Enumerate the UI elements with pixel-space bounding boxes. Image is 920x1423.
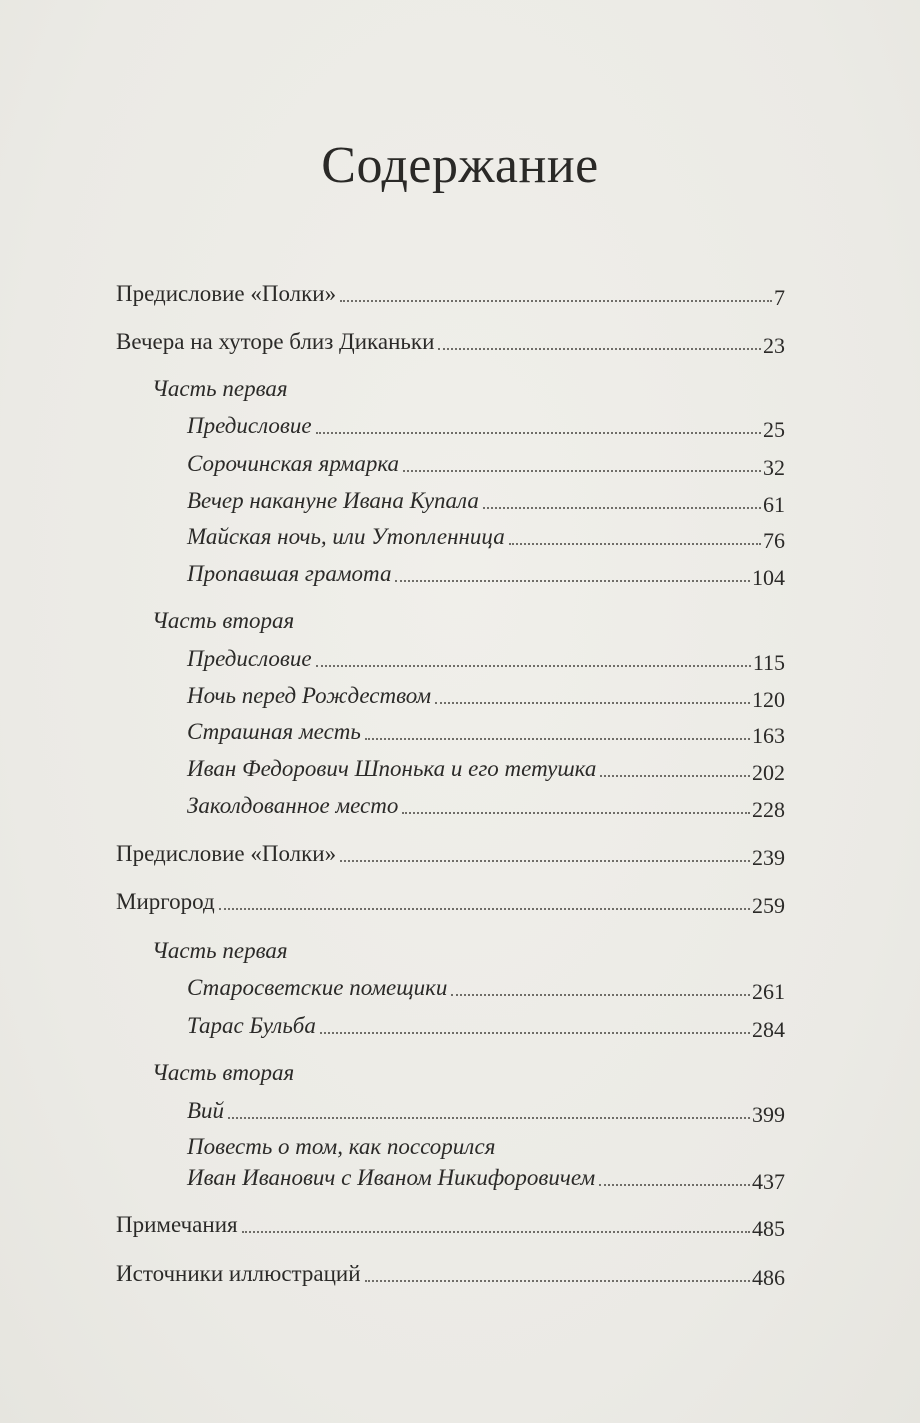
toc-entry-page: 7 bbox=[774, 285, 785, 310]
toc-entry-title: Пропавшая грамота bbox=[187, 561, 392, 586]
toc-entry[interactable] bbox=[116, 888, 785, 916]
toc-entry-title: Иван Федорович Шпонька и его тетушка bbox=[187, 756, 597, 781]
leader-dots bbox=[219, 908, 750, 910]
toc-entry-title: Заколдованное место bbox=[187, 793, 399, 818]
toc-entry-title: Сорочинская ярмарка bbox=[187, 451, 400, 476]
toc-entry-title: Источники иллюстраций bbox=[116, 1261, 361, 1286]
toc-entry-title-line1: Повесть о том, как поссорился bbox=[187, 1134, 496, 1159]
toc-entry-page: 25 bbox=[763, 417, 785, 442]
toc-entry-title: Иван Иванович с Иваном Никифоровичем bbox=[187, 1165, 596, 1190]
toc-entry-page: 486 bbox=[752, 1265, 785, 1290]
toc-entry-page: 284 bbox=[752, 1017, 785, 1042]
toc-entry-page: 485 bbox=[752, 1216, 785, 1241]
toc-entry-title: Ночь перед Рождеством bbox=[187, 683, 432, 708]
toc-entry-page: 61 bbox=[763, 492, 785, 517]
toc-entry[interactable] bbox=[116, 1211, 785, 1239]
toc-entry-title: Примечания bbox=[116, 1212, 238, 1237]
toc-part-heading: Часть вторая bbox=[152, 608, 295, 633]
leader-dots bbox=[340, 860, 750, 862]
leader-dots bbox=[600, 775, 750, 777]
toc-part-heading: Часть первая bbox=[152, 376, 288, 401]
toc-entry-page: 261 bbox=[752, 979, 785, 1004]
toc-entry[interactable] bbox=[187, 645, 785, 673]
leader-dots bbox=[402, 812, 750, 814]
toc-entry-title: Предисловие bbox=[187, 646, 312, 671]
toc-entry-page: 399 bbox=[752, 1102, 785, 1127]
toc-entry-page: 259 bbox=[752, 893, 785, 918]
toc-entry-title: Миргород bbox=[116, 889, 215, 914]
toc-entry[interactable] bbox=[116, 840, 785, 868]
page-title: Содержание bbox=[321, 137, 599, 194]
leader-dots bbox=[599, 1184, 750, 1186]
toc-entry-page: 163 bbox=[752, 723, 785, 748]
toc-entry[interactable] bbox=[187, 523, 785, 551]
toc-entry[interactable] bbox=[187, 450, 785, 478]
toc-entry-title: Тарас Бульба bbox=[187, 1013, 316, 1038]
leader-dots bbox=[316, 665, 751, 667]
leader-dots bbox=[320, 1032, 750, 1034]
toc-entry[interactable] bbox=[187, 792, 785, 820]
toc-entry-title: Майская ночь, или Утопленница bbox=[187, 524, 505, 549]
leader-dots bbox=[403, 470, 761, 472]
toc-entry-page: 115 bbox=[752, 650, 785, 675]
toc-entry-title: Предисловие bbox=[187, 413, 312, 438]
toc-entry[interactable] bbox=[187, 682, 785, 710]
toc-entry-title: Предисловие «Полки» bbox=[116, 841, 337, 866]
leader-dots bbox=[316, 432, 761, 434]
toc-entry-title: Старосветские помещики bbox=[187, 975, 448, 1000]
toc-entry-page: 228 bbox=[752, 797, 785, 822]
toc-entry-title: Страшная месть bbox=[187, 719, 361, 744]
toc-entry-page: 76 bbox=[763, 528, 785, 553]
toc-entry-title: Вий bbox=[187, 1098, 225, 1123]
toc-entry[interactable] bbox=[187, 560, 785, 588]
leader-dots bbox=[365, 1280, 750, 1282]
toc-entry-page: 120 bbox=[752, 687, 785, 712]
leader-dots bbox=[228, 1117, 750, 1119]
toc-part-heading: Часть первая bbox=[152, 938, 288, 963]
toc-entry[interactable] bbox=[187, 1012, 785, 1040]
toc-entry[interactable] bbox=[187, 974, 785, 1002]
toc-entry-title: Вечер накануне Ивана Купала bbox=[187, 488, 479, 513]
toc-entry-page: 239 bbox=[752, 845, 785, 870]
leader-dots bbox=[242, 1231, 750, 1233]
leader-dots bbox=[395, 580, 750, 582]
toc-entry-page: 104 bbox=[752, 565, 785, 590]
toc-entry[interactable] bbox=[187, 1164, 785, 1192]
toc-entry[interactable] bbox=[187, 487, 785, 515]
toc-entry-page: 437 bbox=[752, 1169, 785, 1194]
leader-dots bbox=[509, 543, 761, 545]
leader-dots bbox=[483, 507, 761, 509]
toc-entry[interactable] bbox=[187, 412, 785, 440]
toc-entry-page: 23 bbox=[763, 333, 785, 358]
leader-dots bbox=[340, 300, 772, 302]
toc-entry-title: Вечера на хуторе близ Диканьки bbox=[116, 329, 435, 354]
toc-entry[interactable] bbox=[187, 755, 785, 783]
leader-dots bbox=[438, 348, 761, 350]
toc-entry[interactable] bbox=[187, 718, 785, 746]
toc-entry-page: 202 bbox=[752, 760, 785, 785]
toc-entry[interactable] bbox=[116, 328, 785, 356]
toc-part-heading: Часть вторая bbox=[152, 1060, 295, 1085]
toc-entry[interactable] bbox=[187, 1097, 785, 1125]
leader-dots bbox=[435, 702, 750, 704]
toc-entry[interactable] bbox=[116, 280, 785, 308]
leader-dots bbox=[365, 738, 750, 740]
toc-entry[interactable] bbox=[116, 1260, 785, 1288]
toc-entry-title: Предисловие «Полки» bbox=[116, 281, 337, 306]
leader-dots bbox=[451, 994, 750, 996]
toc-entry-page: 32 bbox=[763, 455, 785, 480]
